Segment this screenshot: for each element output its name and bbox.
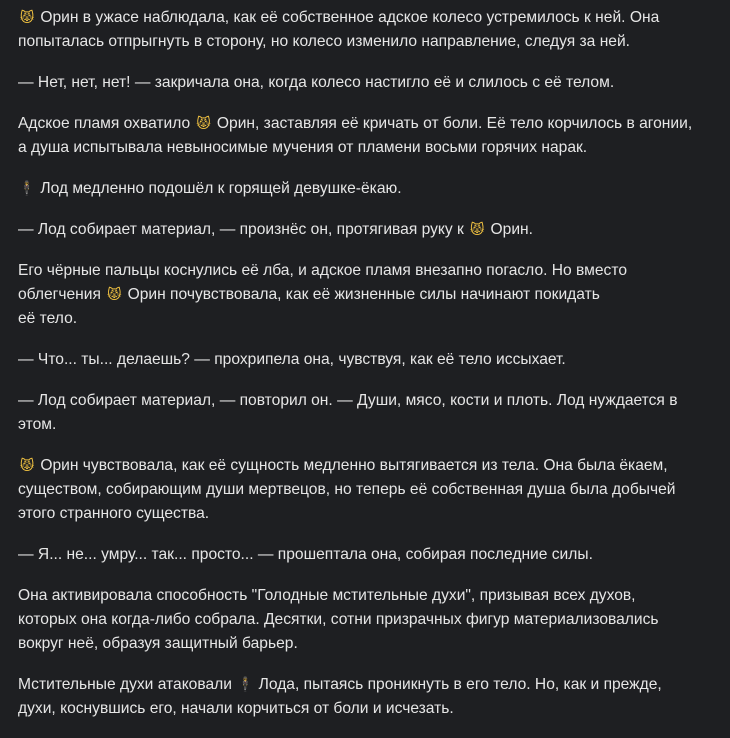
story-paragraph-8 — [18, 389, 698, 437]
pouting-cat-icon: 😾 — [19, 458, 35, 474]
story-paragraph-7 — [18, 348, 698, 372]
paragraph-text: — Нет, нет, нет! — закричала она, когда колесо настигло её и слилось с её телом. — [18, 74, 615, 91]
paragraph-text: Мстительные духи атаковали — [18, 676, 237, 693]
paragraph-text: Орин в ужасе наблюдала, как её собственное адское колесо устремилось к ней. Она попыталась отпрыгнуть в сторону, но колесо изменило направление, следуя за ней. — [18, 9, 660, 50]
paragraph-text: Орин, заставляя её кричать от боли. Её тело корчилось в агонии, а душа испытывала невыносимые мучения от пламени восьми горячих нарак. — [18, 115, 693, 156]
paragraph-text: Лод медленно подошёл к горящей девушке-ёкаю. — [36, 180, 402, 197]
pouting-cat-icon: 😾 — [469, 222, 485, 238]
paragraph-text: Орин чувствовала, как её сущность медленно вытягивается из тела. Она была ёкаем, существом, собирающим души мертвецов, но теперь её собственная душа была добычей этого странного существа. — [18, 457, 676, 522]
pouting-cat-icon: 😾 — [106, 287, 122, 303]
story-paragraph-10 — [18, 543, 698, 567]
pouting-cat-icon: 😾 — [19, 10, 35, 26]
story-paragraph-5 — [18, 218, 698, 242]
story-paragraph-9 — [18, 454, 698, 526]
paragraph-text: — Что... ты... делаешь? — прохрипела она, чувствуя, как её тело иссыхает. — [18, 351, 566, 368]
story-paragraph-11 — [18, 584, 698, 656]
paragraph-text: Адское пламя охватило — [18, 115, 195, 132]
story-paragraph-1 — [18, 6, 698, 54]
pouting-cat-icon: 😾 — [196, 116, 211, 132]
paragraph-line: Его чёрные пальцы коснулись её лба, и адское пламя внезапно погасло. Но вместо — [18, 262, 627, 279]
paragraph-text: Орин почувствовала, как её жизненные силы начинают покидать — [123, 286, 600, 303]
paragraph-text: — Лод собирает материал, — повторил он. — Души, мясо, кости и плоть. Лод нуждается в этом. — [18, 392, 678, 433]
story-paragraph-6 — [18, 259, 698, 331]
story-paragraph-2 — [18, 71, 698, 95]
chat-message-body — [18, 6, 698, 738]
levitating-man-icon: 🕴 — [18, 181, 36, 197]
paragraph-line: её тело. — [18, 310, 78, 327]
story-paragraph-12 — [18, 673, 698, 721]
paragraph-text: облегчения — [18, 286, 106, 303]
paragraph-text: — Я... не... умру... так... просто... — прошептала она, собирая последние силы. — [18, 546, 593, 563]
levitating-man-icon: 🕴 — [236, 677, 255, 693]
paragraph-text: Орин. — [486, 221, 533, 238]
paragraph-text: — Лод собирает материал, — произнёс он, протягивая руку к — [18, 221, 469, 238]
paragraph-text: Лода, пытаясь проникнуть в его тело. Но, как и прежде, духи, коснувшись его, начали корчиться от боли и исчезать. — [18, 676, 662, 717]
paragraph-text: Она активировала способность "Голодные мстительные духи", призывая всех духов, которых она когда-либо собрала. Десятки, сотни призрачных фигур материализовались вокруг неё, образуя защитный барьер. — [18, 587, 659, 652]
story-paragraph-3 — [18, 112, 698, 160]
story-paragraph-4 — [18, 177, 698, 201]
